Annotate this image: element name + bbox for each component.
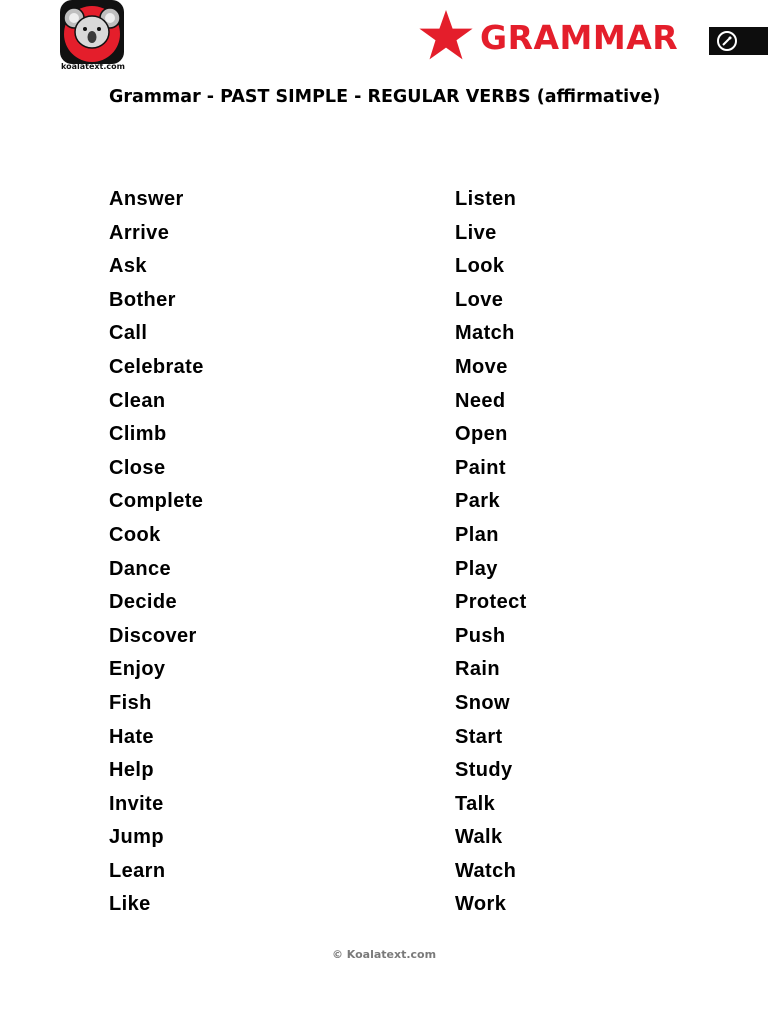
verb-item: Look [455, 255, 505, 278]
verb-item: Snow [455, 691, 510, 714]
verb-item: Dance [109, 557, 172, 580]
verb-item: Learn [109, 859, 166, 882]
verb-item: Talk [455, 792, 496, 815]
verb-item: Invite [109, 792, 164, 815]
star-icon [418, 10, 474, 62]
verb-item: Arrive [109, 221, 170, 244]
verb-item: Walk [455, 826, 503, 849]
verb-item: Cook [109, 523, 161, 546]
verb-item: Close [109, 456, 166, 479]
logo-text: koalatext.com [61, 62, 125, 71]
verb-item: Listen [455, 188, 517, 210]
copyright-footer: © Koalatext.com [331, 948, 437, 961]
grammar-brand [418, 8, 768, 64]
verb-item: Hate [109, 725, 154, 748]
verb-item: Plan [455, 523, 499, 546]
verb-item: Like [109, 893, 151, 916]
verb-item: Push [455, 624, 506, 647]
verb-item: Protect [455, 591, 527, 614]
verb-item: Clean [109, 389, 166, 412]
verb-item: Love [455, 288, 504, 311]
verb-item: Play [455, 557, 498, 580]
verb-item: Study [455, 759, 513, 782]
verb-item: Ask [109, 255, 147, 278]
verb-list-right [455, 183, 527, 922]
verb-list-left [109, 183, 204, 922]
verb-item: Start [455, 725, 503, 748]
verb-item: Decide [109, 591, 177, 614]
verb-item: Celebrate [109, 355, 204, 378]
verb-item: Help [109, 759, 154, 782]
verb-item: Work [455, 893, 507, 916]
verb-item: Complete [109, 490, 204, 513]
verb-item: Watch [455, 859, 517, 882]
verb-item: Answer [109, 188, 184, 210]
koalatext-logo [56, 0, 130, 74]
brand-word: GRAMMAR [480, 18, 679, 57]
verb-item: Fish [109, 691, 152, 714]
verb-item: Enjoy [109, 658, 166, 681]
verb-item: Live [455, 221, 497, 244]
compass-icon [715, 29, 739, 53]
verb-item: Jump [109, 826, 164, 849]
verb-item: Call [109, 322, 148, 345]
verb-item: Paint [455, 456, 506, 479]
verb-item: Move [455, 355, 508, 378]
page-title: Grammar - PAST SIMPLE - REGULAR VERBS (affirmative) [109, 87, 661, 107]
verb-item: Match [455, 322, 515, 345]
verb-item: Park [455, 490, 500, 513]
verb-item: Bother [109, 288, 176, 311]
verb-item: Rain [455, 658, 500, 681]
koala-logo-icon [60, 0, 124, 64]
verb-item: Open [455, 423, 508, 446]
verb-item: Discover [109, 624, 197, 647]
verb-item: Need [455, 389, 506, 412]
verb-item: Climb [109, 423, 167, 446]
compass-badge [709, 27, 768, 55]
